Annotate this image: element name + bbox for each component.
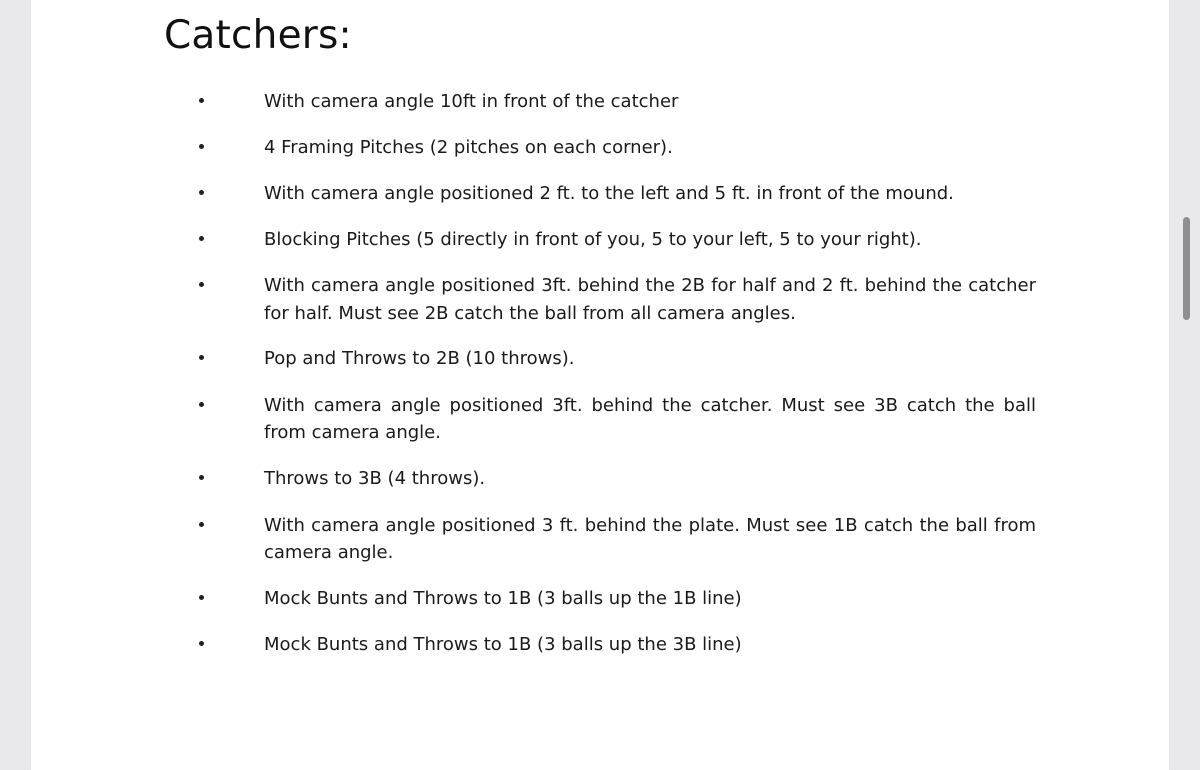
- list-item: [31, 226, 1169, 254]
- list-item: [31, 272, 1169, 327]
- vertical-scrollbar[interactable]: [1183, 217, 1190, 320]
- bullet-icon: [199, 144, 204, 149]
- list-item: [31, 512, 1169, 567]
- list-item-text: Mock Bunts and Throws to 1B (3 balls up the 1B line): [264, 587, 742, 609]
- list-item-text: With camera angle positioned 3ft. behind the 2B for half and 2 ft. behind the catcher for half. Must see 2B catch the ball from all camera angles.: [264, 275, 1036, 324]
- bullet-icon: [199, 190, 204, 195]
- bullet-icon: [199, 641, 204, 646]
- bullet-list: [31, 88, 1169, 658]
- bullet-icon: [199, 475, 204, 480]
- list-item: [31, 134, 1169, 162]
- bullet-icon: [199, 355, 204, 360]
- document-page: [31, 0, 1169, 770]
- list-item: [31, 180, 1169, 208]
- list-item-text: Throws to 3B (4 throws).: [264, 467, 486, 489]
- list-item-text: Pop and Throws to 2B (10 throws).: [264, 348, 575, 369]
- list-item: [31, 88, 1169, 116]
- bullet-icon: [199, 402, 204, 407]
- list-item: [31, 631, 1169, 659]
- list-item-text: With camera angle 10ft in front of the catcher: [264, 91, 679, 112]
- bullet-icon: [199, 522, 204, 527]
- list-item-text: With camera angle positioned 3 ft. behind the plate. Must see 1B catch the ball from camera angle.: [264, 514, 1036, 563]
- section-heading: Catchers:: [164, 13, 352, 58]
- list-item-text: With camera angle positioned 3ft. behind the catcher. Must see 3B catch the ball from camera angle.: [264, 394, 1036, 443]
- bullet-icon: [199, 236, 204, 241]
- bullet-icon: [199, 595, 204, 600]
- list-item-text: Mock Bunts and Throws to 1B (3 balls up the 3B line): [264, 633, 742, 655]
- bullet-icon: [199, 282, 204, 287]
- list-item: [31, 465, 1169, 493]
- list-item: [31, 345, 1169, 373]
- list-item: [31, 585, 1169, 613]
- list-item-text: With camera angle positioned 2 ft. to the left and 5 ft. in front of the mound.: [264, 183, 954, 204]
- bullet-icon: [199, 98, 204, 103]
- list-item-text: Blocking Pitches (5 directly in front of you, 5 to your left, 5 to your right).: [264, 229, 922, 250]
- list-item-text: 4 Framing Pitches (2 pitches on each corner).: [264, 137, 673, 158]
- list-item: [31, 392, 1169, 447]
